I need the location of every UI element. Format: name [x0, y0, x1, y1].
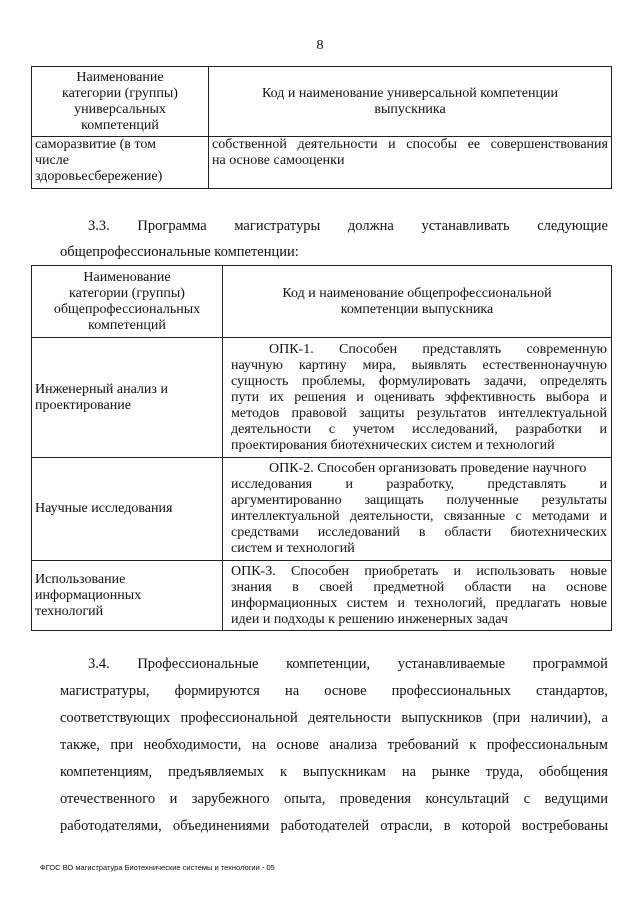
word: предъявляемых — [168, 764, 265, 780]
word: пути — [231, 389, 260, 405]
row-text — [209, 137, 612, 189]
page-number: 8 — [316, 38, 324, 53]
word: с — [523, 791, 531, 807]
cell-line — [231, 406, 607, 422]
word: деятельности — [297, 137, 378, 152]
cell-line: Инженерный анализ и — [35, 381, 168, 397]
word: решения — [294, 389, 346, 405]
word: и — [599, 509, 607, 524]
word: связанные — [443, 509, 506, 524]
word: методов — [231, 405, 280, 421]
word: ее — [467, 137, 481, 152]
table-row — [32, 137, 612, 189]
word: на — [251, 737, 267, 753]
table-row — [32, 561, 612, 631]
word: способы — [406, 137, 458, 152]
word: и — [453, 563, 462, 579]
word: деятельности — [308, 710, 392, 726]
word: картину — [298, 357, 347, 373]
word: ведущими — [544, 791, 608, 807]
word: использовать — [476, 563, 555, 579]
word: рынке — [431, 764, 470, 780]
header-line: выпускника — [374, 101, 446, 117]
word: исследований — [317, 525, 400, 540]
word: современную — [526, 341, 607, 357]
word: формируются — [174, 683, 260, 699]
word: с — [515, 509, 522, 524]
cell-line — [231, 525, 607, 541]
word: консультаций — [425, 791, 510, 807]
cell-line: Научные исследования — [35, 501, 173, 516]
table-header-row — [32, 266, 612, 338]
word: технологий, — [414, 595, 487, 611]
word: биотехнических — [510, 525, 607, 540]
header-category — [32, 67, 209, 137]
paragraph-line — [60, 651, 608, 678]
paragraph-line — [60, 732, 608, 759]
cell-line: проектирования биотехнических систем и технологий — [231, 437, 555, 453]
header-line: универсальных — [74, 101, 166, 117]
header-category — [32, 266, 223, 338]
word: представлять — [422, 341, 502, 357]
word: сущность — [231, 373, 289, 389]
cell-line — [231, 477, 607, 493]
word: области — [444, 525, 492, 540]
word: задачи, — [483, 373, 527, 389]
cell-line — [231, 596, 607, 612]
cell-line: на основе самооценки — [212, 153, 345, 168]
word: исследования — [231, 477, 313, 492]
paragraph-3-4 — [60, 651, 608, 840]
word: интеллектуальной — [231, 509, 340, 524]
word: при — [110, 737, 134, 753]
word: труда, — [485, 764, 524, 780]
header-line: Код и наименование общепрофессиональной — [282, 285, 552, 301]
general-professional-competencies-table — [31, 265, 612, 631]
row-category — [32, 561, 223, 631]
word: информационных — [231, 595, 338, 611]
cell-line — [231, 342, 607, 358]
cell-line — [212, 137, 608, 153]
header-line: Код и наименование универсальной компетенции — [262, 85, 558, 101]
row-category — [32, 338, 223, 458]
cell-line — [231, 493, 607, 509]
header-code — [223, 266, 612, 338]
word: в — [292, 579, 299, 595]
header-line: Наименование — [83, 269, 171, 285]
cell-line: технологий — [35, 603, 104, 619]
word: выпускников — [401, 710, 483, 726]
row-category — [32, 458, 223, 561]
word: востребованы — [521, 818, 608, 834]
header-line: категории (группы) — [62, 85, 178, 101]
table-row — [32, 338, 612, 458]
cell-line — [231, 390, 607, 406]
header-line: общепрофессиональных — [53, 301, 201, 317]
header-line: Наименование — [76, 69, 164, 85]
word: опыта, — [284, 791, 326, 807]
header-line: категории (группы) — [69, 285, 185, 301]
word: проблемы, — [302, 373, 366, 389]
word: деятельности — [231, 421, 312, 437]
header-line: компетенции выпускника — [340, 301, 494, 317]
cell-line — [231, 358, 607, 374]
footer: ФГОС ВО магистратура Биотехнические системы и технологии - 05 — [40, 863, 275, 872]
word: наличии), — [530, 710, 592, 726]
word: в — [443, 818, 451, 834]
word: оценивать — [374, 389, 435, 405]
word: необходимости, — [143, 737, 242, 753]
word: выбора — [545, 389, 590, 405]
cell-line — [231, 422, 607, 438]
word: защиты — [358, 405, 405, 421]
table-row — [32, 458, 612, 561]
word: естественнонаучную — [482, 357, 607, 373]
word: обобщения — [538, 764, 608, 780]
word: защищать — [364, 493, 424, 508]
row-text — [223, 561, 612, 631]
paragraph-3-3 — [60, 213, 608, 265]
paragraph-line — [60, 213, 608, 239]
word: профессиональной — [180, 710, 298, 726]
word: в — [418, 525, 426, 540]
word: компетенции, — [286, 656, 371, 672]
word: программой — [532, 656, 608, 672]
cell-line — [231, 564, 607, 580]
word: средствами — [231, 525, 299, 540]
cell-line — [231, 509, 607, 525]
word: на — [284, 683, 300, 699]
word: соответствующих — [60, 710, 171, 726]
word: ОПК-3. — [231, 563, 276, 579]
word: и — [599, 421, 607, 437]
cell-line: ОПК-2. Способен организовать проведение научного — [269, 461, 587, 476]
word: устанавливаемые — [397, 656, 506, 672]
word: должна — [347, 218, 394, 234]
word: следующие — [537, 218, 608, 234]
word: Способен — [291, 563, 350, 579]
word: своей — [319, 579, 353, 595]
word: к — [279, 764, 287, 780]
word: основе — [324, 683, 367, 699]
cell-line: Использование — [35, 571, 126, 587]
word: проведения — [339, 791, 412, 807]
word: объединениями — [172, 818, 270, 834]
header-line: компетенций — [88, 317, 166, 333]
word: и — [345, 477, 353, 492]
word: отрасли, — [380, 818, 433, 834]
word: предметной — [373, 579, 445, 595]
universal-competencies-table — [31, 66, 612, 189]
word: требований — [387, 737, 459, 753]
word: предлагать — [495, 595, 561, 611]
word: отечественного — [60, 791, 156, 807]
cell-line: информационных — [35, 587, 142, 603]
word: их — [269, 389, 284, 405]
paragraph-line: общепрофессиональные компетенции: — [60, 244, 299, 260]
word: основе — [276, 737, 319, 753]
word: выявлять — [411, 357, 467, 373]
word: стандартов, — [536, 683, 608, 699]
cell-line: проектирование — [35, 397, 131, 413]
cell-line — [231, 374, 607, 390]
word: исследований, — [412, 421, 498, 437]
word: Профессиональные — [137, 656, 259, 672]
header-code — [209, 67, 612, 137]
word: работодателей — [280, 818, 370, 834]
word: представлять — [487, 477, 567, 492]
paragraph-line — [60, 759, 608, 786]
word: разработку, — [386, 477, 455, 492]
word: аргументированно — [231, 493, 342, 508]
word: собственной — [212, 137, 287, 152]
word: деятельности, — [349, 509, 434, 524]
row-text — [223, 458, 612, 561]
cell-line: здоровьесбережение) — [35, 169, 163, 184]
word: результатов — [416, 405, 487, 421]
word: профессиональных — [391, 683, 511, 699]
word: работодателями, — [60, 818, 162, 834]
word: основе — [566, 579, 607, 595]
word: правовой — [291, 405, 347, 421]
word: 3.3. — [88, 218, 110, 234]
paragraph-line — [60, 705, 608, 732]
word: 3.4. — [88, 656, 110, 672]
row-text — [223, 338, 612, 458]
word: совершенствования — [490, 137, 608, 152]
word: (при — [492, 710, 521, 726]
word: и — [388, 137, 396, 152]
word: магистратуры — [234, 218, 321, 234]
word: полученные — [446, 493, 519, 508]
word: зарубежного — [191, 791, 270, 807]
word: новые — [570, 595, 607, 611]
word: анализа — [329, 737, 378, 753]
paragraph-line — [60, 813, 608, 840]
cell-line — [231, 580, 607, 596]
word: методами — [531, 509, 590, 524]
word: Способен — [339, 341, 398, 357]
word: и — [397, 595, 405, 611]
word: эффективность — [444, 389, 536, 405]
word: систем — [346, 595, 388, 611]
paragraph-line — [60, 786, 608, 813]
word: выпускникам — [302, 764, 386, 780]
word: новые — [570, 563, 607, 579]
word: разработки — [515, 421, 582, 437]
word: приобретать — [364, 563, 439, 579]
word: учетом — [352, 421, 395, 437]
word: с — [328, 421, 336, 437]
word: результаты — [541, 493, 607, 508]
header-line: компетенций — [81, 117, 159, 133]
word: также, — [60, 737, 100, 753]
cell-line: саморазвитие (в том — [35, 137, 156, 152]
word: устанавливать — [421, 218, 510, 234]
word: и — [356, 389, 364, 405]
word: на — [401, 764, 417, 780]
word: и — [599, 477, 607, 492]
word: на — [531, 579, 546, 595]
word: компетенциям, — [60, 764, 153, 780]
word: а — [601, 710, 608, 726]
paragraph-line — [60, 678, 608, 705]
word: формулировать — [378, 373, 471, 389]
word: мира, — [362, 357, 396, 373]
word: научную — [231, 357, 283, 373]
word: знания — [231, 579, 272, 595]
word: Программа — [137, 218, 207, 234]
word: которой — [461, 818, 511, 834]
word: магистратуры, — [60, 683, 150, 699]
word: профессиональным — [486, 737, 608, 753]
row-category — [32, 137, 209, 189]
cell-line: идеи и подходы к решению инженерных задач — [231, 611, 508, 627]
word: определять — [540, 373, 607, 389]
table-header-row — [32, 67, 612, 137]
word: и — [599, 389, 607, 405]
word: интеллектуальной — [498, 405, 607, 421]
word: ОПК-1. — [269, 341, 314, 357]
cell-line: систем и технологий — [231, 541, 355, 556]
word: к — [469, 737, 477, 753]
word: и — [169, 791, 178, 807]
cell-line: числе — [35, 153, 69, 168]
word: области — [464, 579, 512, 595]
